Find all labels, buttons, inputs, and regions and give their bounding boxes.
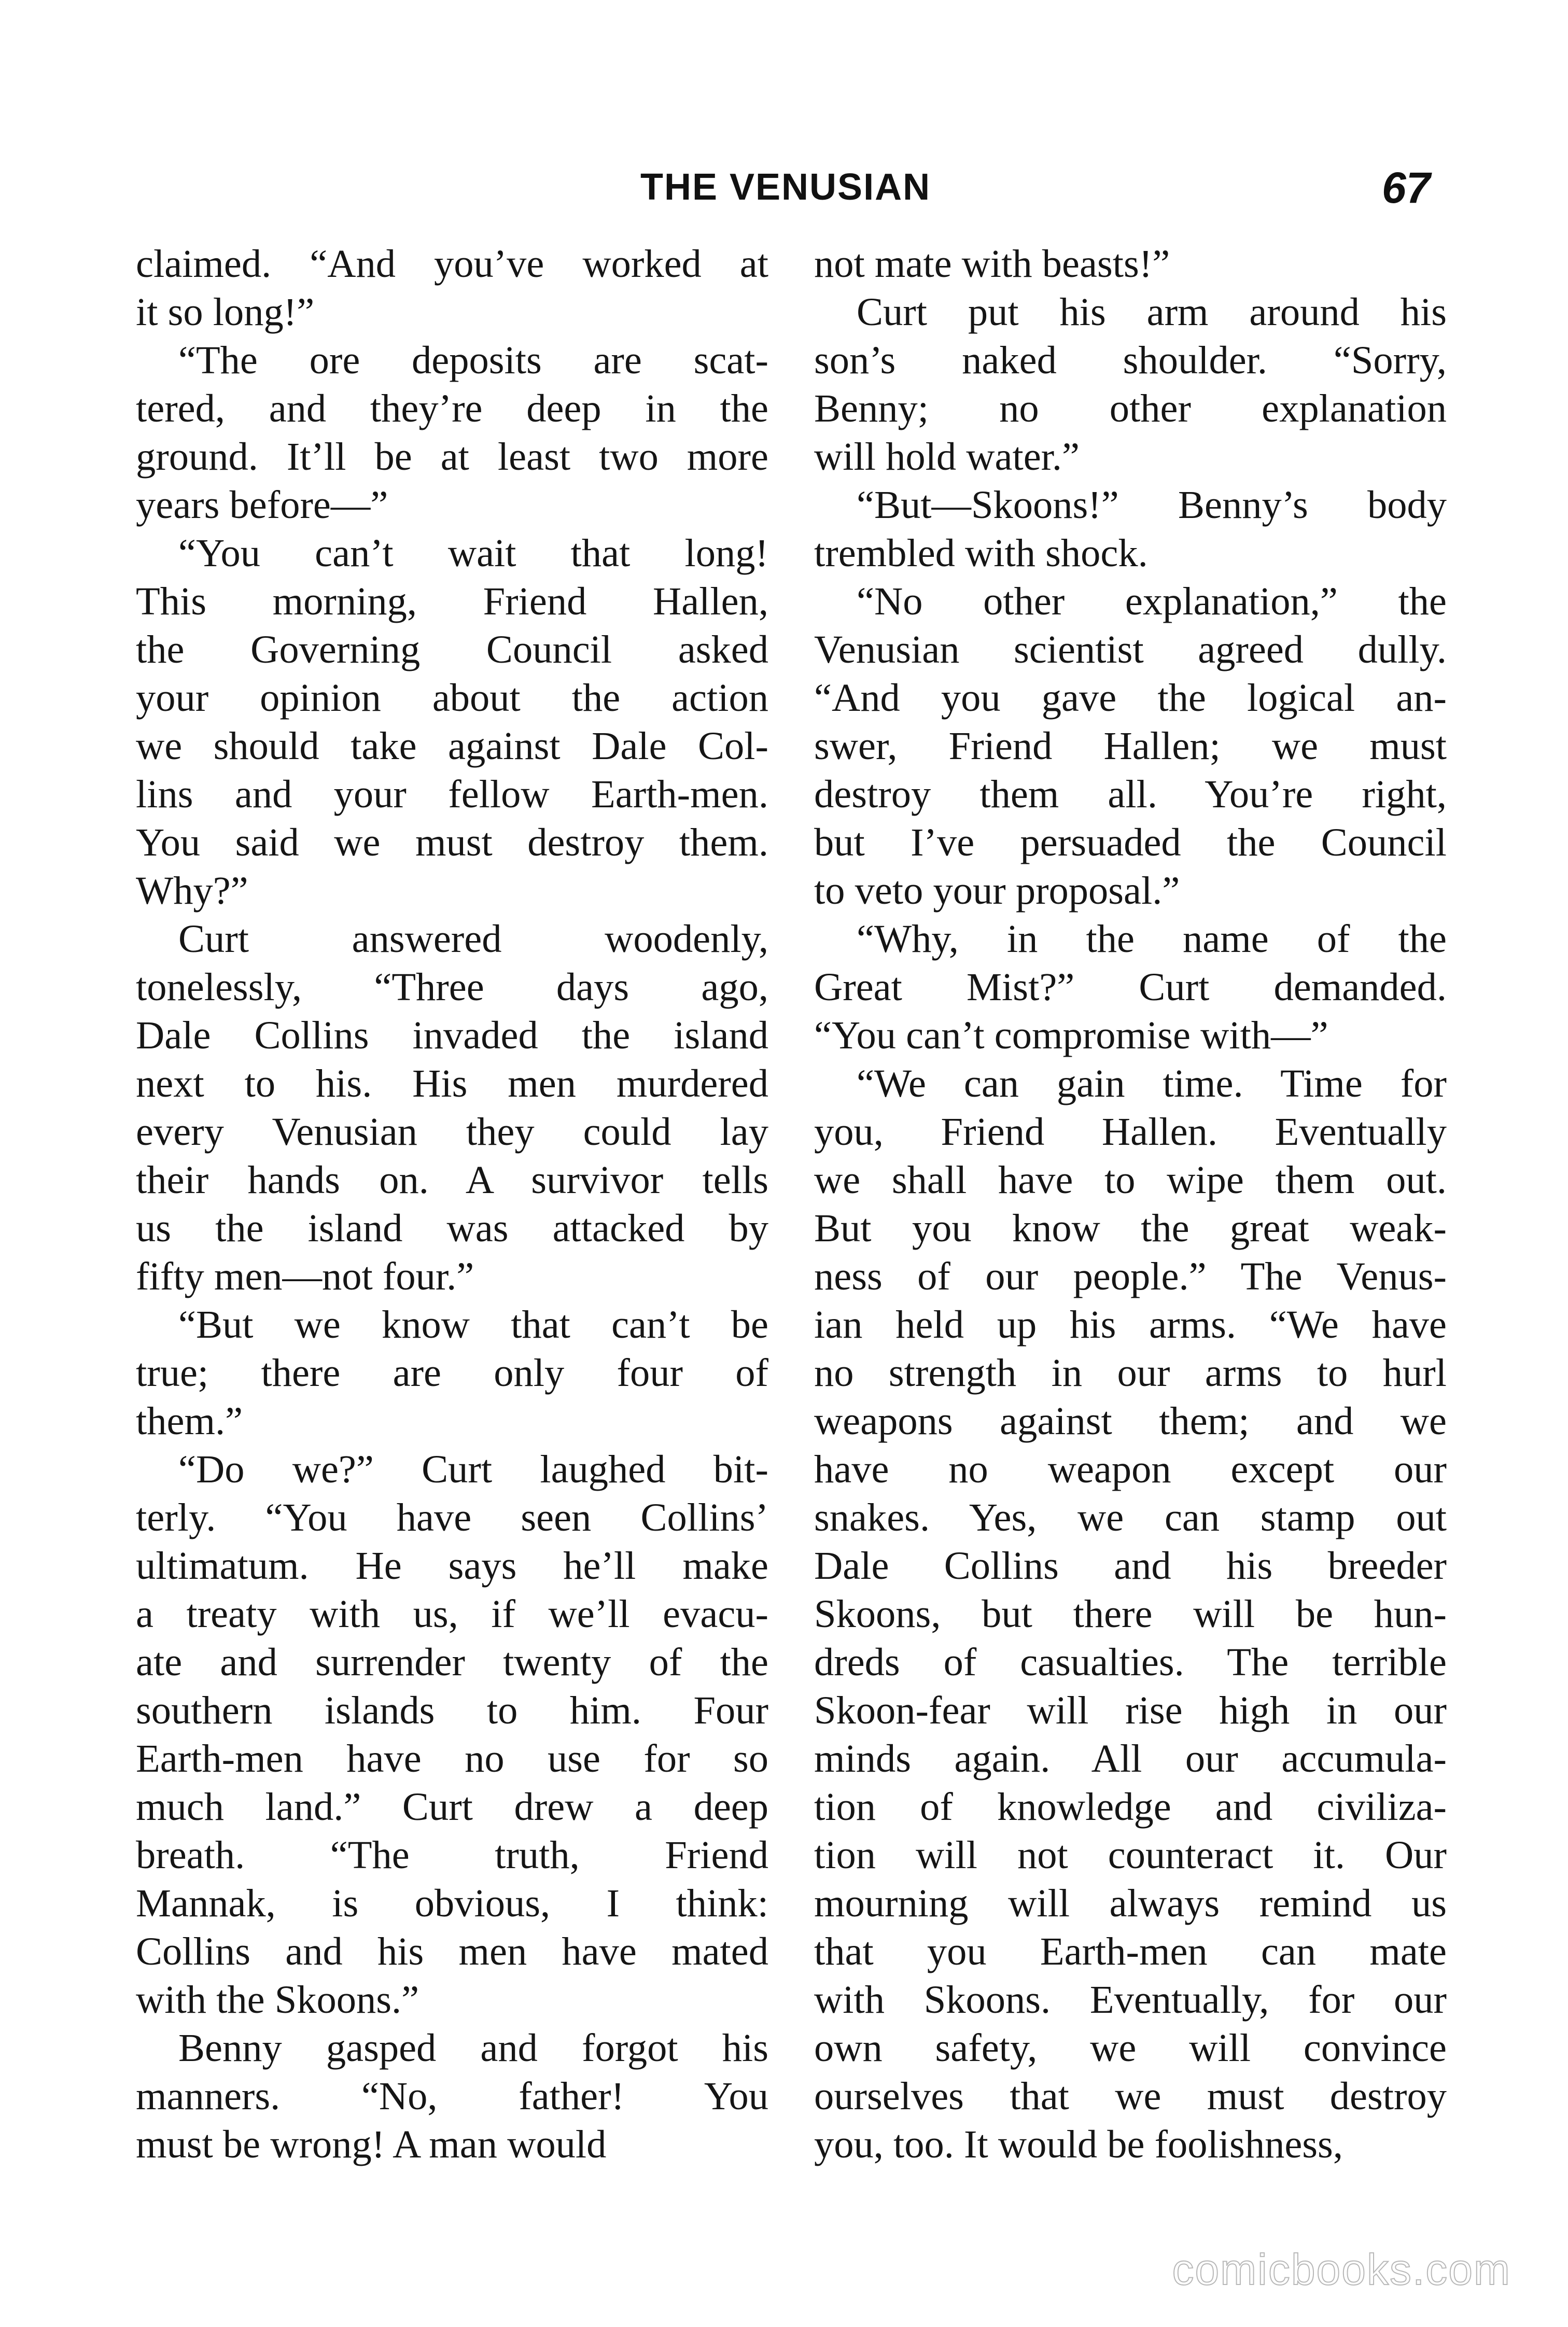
text-line: we shall have to wipe them out. (814, 1158, 1447, 1202)
text-line: minds again. All our accumula- (814, 1736, 1447, 1781)
running-title: THE VENUSIAN (640, 166, 931, 208)
text-line: You said we must destroy them. (136, 820, 768, 864)
text-line: tion will not counteract it. Our (814, 1833, 1447, 1877)
text-line: son’s naked shoulder. “Sorry, (814, 338, 1447, 382)
watermark: comicbooks.com (1172, 2245, 1511, 2294)
text-line: tion of knowledge and civiliza- (814, 1785, 1447, 1829)
text-line: fifty men—not four.” (136, 1254, 474, 1298)
text-line: “Do we?” Curt laughed bit- (178, 1447, 768, 1491)
text-line: have no weapon except our (814, 1447, 1447, 1491)
text-line: Earth-men have no use for so (136, 1736, 768, 1781)
text-line: next to his. His men murdered (136, 1061, 768, 1105)
text-line: years before—” (136, 483, 388, 527)
text-line: Why?” (136, 868, 248, 913)
text-line: tered, and they’re deep in the (136, 386, 768, 430)
text-line: ness of our people.” The Venus- (814, 1254, 1447, 1298)
text-line: Dale Collins invaded the island (136, 1013, 768, 1057)
text-line: “The ore deposits are scat- (178, 338, 768, 382)
text-line: us the island was attacked by (136, 1206, 768, 1250)
text-line: But you know the great weak- (814, 1206, 1447, 1250)
text-line: “But we know that can’t be (178, 1302, 768, 1347)
text-line: a treaty with us, if we’ll evacu- (136, 1592, 768, 1636)
text-line: mourning will always remind us (814, 1881, 1447, 1925)
page-header (0, 163, 1568, 223)
text-line: Benny gasped and forgot his (178, 2026, 768, 2070)
text-line: much land.” Curt drew a deep (136, 1785, 768, 1829)
text-column-right (814, 240, 1447, 2168)
text-line: Benny; no other explanation (814, 386, 1447, 430)
text-line: snakes. Yes, we can stamp out (814, 1495, 1447, 1539)
text-line: with the Skoons.” (136, 1978, 419, 2022)
text-line: manners. “No, father! You (136, 2074, 768, 2118)
text-line: we should take against Dale Col- (136, 724, 768, 768)
text-line: “You can’t wait that long! (178, 531, 768, 575)
text-line: weapons against them; and we (814, 1399, 1447, 1443)
text-line: dreds of casualties. The terrible (814, 1640, 1447, 1684)
text-line: their hands on. A survivor tells (136, 1158, 768, 1202)
text-line: “Why, in the name of the (857, 917, 1447, 961)
text-line: not mate with beasts!” (814, 242, 1170, 286)
text-line: lins and your fellow Earth-men. (136, 772, 768, 816)
text-line: must be wrong! A man would (136, 2122, 607, 2166)
text-line: destroy them all. You’re right, (814, 772, 1447, 816)
text-line: terly. “You have seen Collins’ (136, 1495, 768, 1539)
text-line: that you Earth-men can mate (814, 1929, 1447, 1973)
text-line: Curt put his arm around his (857, 290, 1447, 334)
text-line: with Skoons. Eventually, for our (814, 1978, 1447, 2022)
text-line: Curt answered woodenly, (178, 917, 768, 961)
page-number: 67 (1382, 163, 1431, 212)
text-line: swer, Friend Hallen; we must (814, 724, 1447, 768)
text-column-left (136, 240, 768, 2168)
text-line: no strength in our arms to hurl (814, 1351, 1447, 1395)
text-line: the Governing Council asked (136, 627, 768, 671)
text-line: This morning, Friend Hallen, (136, 579, 768, 623)
text-line: Collins and his men have mated (136, 1929, 768, 1973)
text-line: own safety, we will convince (814, 2026, 1447, 2070)
text-line: Dale Collins and his breeder (814, 1544, 1447, 1588)
text-line: will hold water.” (814, 434, 1080, 479)
text-line: Venusian scientist agreed dully. (814, 627, 1447, 671)
text-line: “But—Skoons!” Benny’s body (857, 483, 1447, 527)
text-line: ultimatum. He says he’ll make (136, 1544, 768, 1588)
text-line: trembled with shock. (814, 531, 1148, 575)
text-line: tonelessly, “Three days ago, (136, 965, 768, 1009)
text-line: true; there are only four of (136, 1351, 768, 1395)
text-line: “You can’t compromise with—” (814, 1013, 1328, 1057)
text-line: Skoon-fear will rise high in our (814, 1688, 1447, 1732)
text-line: ian held up his arms. “We have (814, 1302, 1447, 1347)
text-line: you, too. It would be foolishness, (814, 2122, 1343, 2166)
text-line: southern islands to him. Four (136, 1688, 768, 1732)
text-line: them.” (136, 1399, 243, 1443)
text-line: ate and surrender twenty of the (136, 1640, 768, 1684)
text-line: Mannak, is obvious, I think: (136, 1881, 768, 1925)
text-line: but I’ve persuaded the Council (814, 820, 1447, 864)
text-line: “And you gave the logical an- (814, 676, 1447, 720)
text-line: every Venusian they could lay (136, 1110, 768, 1154)
text-line: “No other explanation,” the (857, 579, 1447, 623)
text-line: your opinion about the action (136, 676, 768, 720)
text-line: Skoons, but there will be hun- (814, 1592, 1447, 1636)
text-line: “We can gain time. Time for (857, 1061, 1447, 1105)
text-line: ourselves that we must destroy (814, 2074, 1447, 2118)
text-line: you, Friend Hallen. Eventually (814, 1110, 1447, 1154)
text-line: it so long!” (136, 290, 315, 334)
text-line: claimed. “And you’ve worked at (136, 242, 768, 286)
text-line: breath. “The truth, Friend (136, 1833, 768, 1877)
text-line: to veto your proposal.” (814, 868, 1180, 913)
text-line: Great Mist?” Curt demanded. (814, 965, 1447, 1009)
text-line: ground. It’ll be at least two more (136, 434, 768, 479)
